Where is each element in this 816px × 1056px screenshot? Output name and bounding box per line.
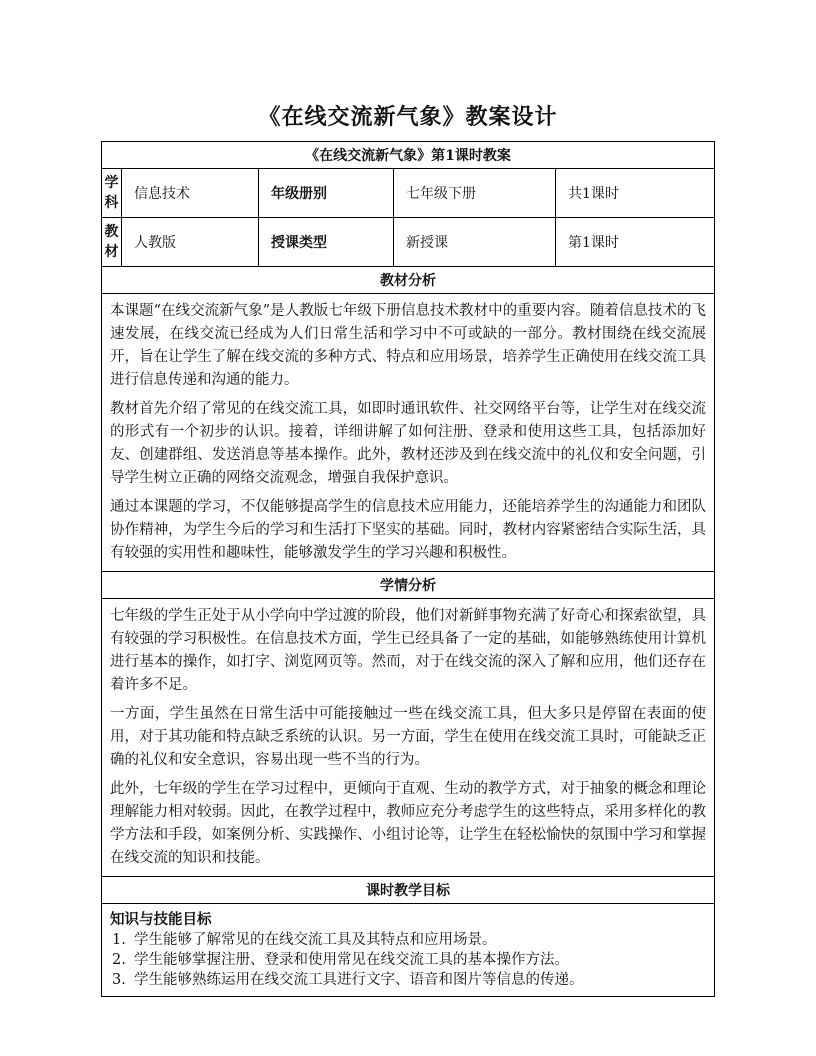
objectives-body bbox=[102, 904, 715, 997]
paragraph: 七年级的学生正处于从小学向中学过渡的阶段，他们对新鲜事物充满了好奇心和探索欲望，具有较强的学习积极性。在信息技术方面，学生已经具备了一定的基础，如能够熟练使用计算机进行基本的操作，如打字、浏览网页等。然而，对于在线交流的深入了解和应用，他们还存在着许多不足。 bbox=[110, 608, 707, 693]
objectives-heading: 课时教学目标 bbox=[102, 877, 715, 904]
total-periods: 共1课时 bbox=[556, 169, 715, 218]
paragraph: 本课题“在线交流新气象”是人教版七年级下册信息技术教材中的重要内容。随着信息技术的飞速发展，在线交流已经成为人们日常生活和学习中不可或缺的一部分。教材围绕在线交流展开，旨在让学生了解在线交流的多种方式、特点和应用场景，培养学生正确使用在线交流工具进行信息传递和沟通的能力。 bbox=[110, 303, 707, 388]
table-row bbox=[102, 169, 715, 218]
grade-value: 七年级下册 bbox=[394, 169, 556, 218]
table-header: 《在线交流新气象》第1课时教案 bbox=[102, 142, 715, 169]
list-item: 2. 学生能够掌握注册、登录和使用常见在线交流工具的基本操作方法。 bbox=[112, 952, 569, 968]
material-analysis-heading: 教材分析 bbox=[102, 267, 715, 294]
lesson-type-label: 授课类型 bbox=[259, 218, 394, 267]
objectives-subheading: 知识与技能目标 bbox=[110, 911, 212, 928]
list-item: 1. 学生能够了解常见的在线交流工具及其特点和应用场景。 bbox=[112, 932, 497, 948]
lesson-type-value: 新授课 bbox=[394, 218, 556, 267]
subject-key: 学 科 bbox=[102, 169, 122, 218]
list-item: 3. 学生能够熟练运用在线交流工具进行文字、语音和图片等信息的传递。 bbox=[112, 972, 584, 988]
student-analysis-body bbox=[102, 599, 715, 877]
table-row bbox=[102, 218, 715, 267]
student-analysis-heading: 学情分析 bbox=[102, 572, 715, 599]
document-title: 《在线交流新气象》教案设计 bbox=[258, 104, 558, 130]
material-analysis-body bbox=[102, 294, 715, 572]
lesson-plan-table bbox=[101, 141, 715, 997]
paragraph: 此外，七年级的学生在学习过程中，更倾向于直观、生动的教学方式，对于抽象的概念和理论理解能力相对较弱。因此，在教学过程中，教师应充分考虑学生的这些特点，采用多样化的教学方法和手段，如案例分析、实践操作、小组讨论等，让学生在轻松愉快的氛围中学习和掌握在线交流的知识和技能。 bbox=[110, 781, 707, 866]
subject-value: 信息技术 bbox=[122, 169, 259, 218]
textbook-key: 教 材 bbox=[102, 218, 122, 267]
current-period: 第1课时 bbox=[556, 218, 715, 267]
paragraph: 教材首先介绍了常见的在线交流工具，如即时通讯软件、社交网络平台等，让学生对在线交流的形式有一个初步的认识。接着，详细讲解了如何注册、登录和使用这些工具，包括添加好友、创建群组、发送消息等基本操作。此外，教材还涉及到在线交流中的礼仪和安全问题，引导学生树立正确的网络交流观念，增强自我保护意识。 bbox=[110, 401, 707, 486]
paragraph: 一方面，学生虽然在日常生活中可能接触过一些在线交流工具，但大多只是停留在表面的使用，对于其功能和特点缺乏系统的认识。另一方面，学生在使用在线交流工具时，可能缺乏正确的礼仪和安全意识，容易出现一些不当的行为。 bbox=[110, 706, 707, 768]
grade-label: 年级册别 bbox=[259, 169, 394, 218]
paragraph: 通过本课题的学习，不仅能够提高学生的信息技术应用能力，还能培养学生的沟通能力和团队协作精神，为学生今后的学习和生活打下坚实的基础。同时，教材内容紧密结合实际生活，具有较强的实用性和趣味性，能够激发学生的学习兴趣和积极性。 bbox=[110, 499, 707, 561]
textbook-value: 人教版 bbox=[122, 218, 259, 267]
